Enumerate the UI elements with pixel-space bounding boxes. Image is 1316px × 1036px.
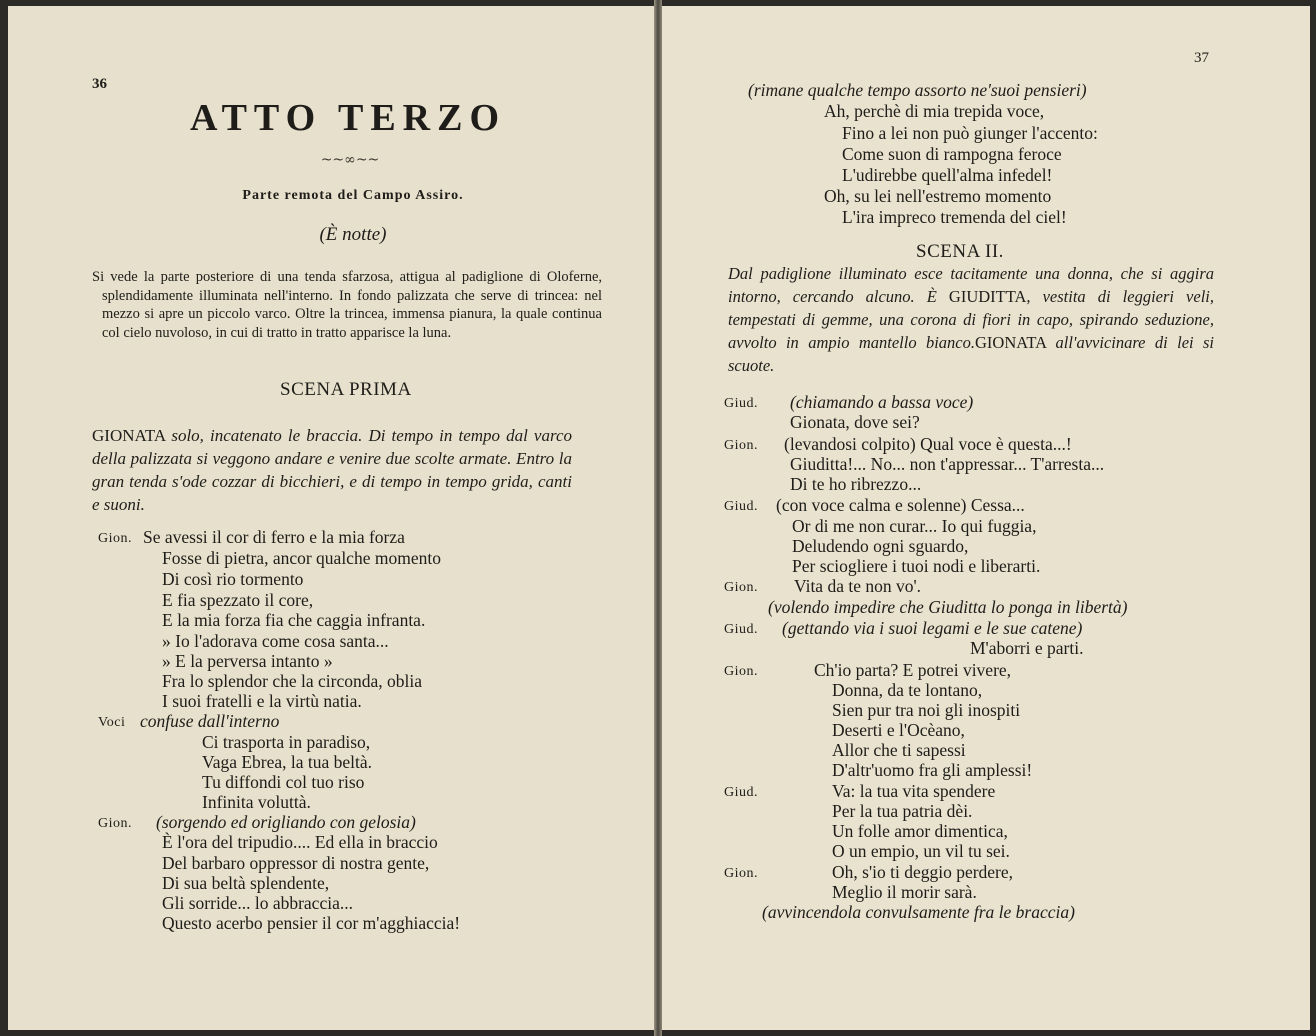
stage-note: (chiamando a bassa voce): [790, 392, 974, 412]
stage-direction-text: solo, incatenato le braccia. Di tempo in tempo dal varco della palizzata si veggono andare e venire due scolte armate. Entro la gran tenda s'ode cozzar di bicchieri, e di tempo in tempo grida, canti e suoni.: [92, 426, 572, 514]
speaker-label: Gion.: [724, 580, 758, 595]
speaker-label: Gion.: [98, 816, 132, 831]
verse-line: Meglio il morir sarà.: [832, 882, 977, 902]
verse-line: È l'ora del tripudio.... Ed ella in braccio: [162, 832, 438, 852]
speaker-label: Giud.: [724, 499, 758, 514]
verse-line: L'ira impreco tremenda del ciel!: [842, 207, 1067, 227]
verse-line: Fino a lei non può giunger l'accento:: [842, 123, 1098, 143]
scene-heading: SCENA PRIMA: [280, 379, 412, 400]
act-title: ATTO TERZO: [189, 97, 507, 139]
verse-line: Gionata, dove sei?: [790, 412, 920, 432]
verse-line: Di sua beltà splendente,: [162, 873, 330, 893]
verse-line: (levandosi colpito) Qual voce è questa...!: [784, 434, 1072, 454]
time-note: (È notte): [319, 224, 387, 245]
verse-line: Fosse di pietra, ancor qualche momento: [162, 548, 441, 568]
verse-line: Allor che ti sapessi: [832, 740, 966, 760]
verse-line: Vaga Ebrea, la tua beltà.: [202, 752, 373, 772]
scene-location: Parte remota del Campo Assiro.: [242, 188, 464, 203]
verse-line: M'aborri e parti.: [970, 638, 1084, 658]
stage-direction-text: , vestita di leggieri veli, tempestati di gemme, una corona di fiori in capo, spirando seduzione, avvolto in ampio mantello bianco.: [728, 287, 1214, 352]
verse-line: Donna, da te lontano,: [832, 680, 983, 700]
verse-line: Oh, su lei nell'estremo momento: [824, 186, 1052, 206]
character-name: GIONATA: [92, 426, 166, 445]
verse-line: Come suon di rampogna feroce: [842, 144, 1062, 164]
speaker-label: Gion.: [98, 531, 132, 546]
verse-line: Giuditta!... No... non t'appressar... T'arresta...: [790, 454, 1105, 474]
character-name: GIUDITTA: [948, 287, 1027, 306]
speaker-label: Gion.: [724, 438, 758, 453]
verse-line: O un empio, un vil tu sei.: [832, 841, 1010, 861]
verse-line: Un folle amor dimentica,: [832, 821, 1008, 841]
page-number: 36: [92, 76, 107, 92]
speaker-label: Giud.: [724, 622, 758, 637]
verse-line: » Io l'adorava come cosa santa...: [162, 631, 389, 651]
verse-line: Di così rio tormento: [162, 569, 304, 589]
right-page: [662, 6, 1310, 1030]
stage-note: (volendo impedire che Giuditta lo ponga in libertà): [768, 597, 1128, 617]
stage-note: (gettando via i suoi legami e le sue catene): [782, 618, 1083, 638]
verse-line: I suoi fratelli e la virtù natia.: [162, 691, 362, 711]
verse-line: Ah, perchè di mia trepida voce,: [824, 101, 1045, 121]
verse-line: (con voce calma e solenne) Cessa...: [776, 495, 1025, 515]
verse-line: D'altr'uomo fra gli amplessi!: [832, 760, 1033, 780]
verse-line: L'udirebbe quell'alma infedel!: [842, 165, 1053, 185]
scene-heading: SCENA II.: [916, 241, 1004, 262]
verse-line: Ch'io parta? E potrei vivere,: [814, 660, 1012, 680]
verse-line: Se avessi il cor di ferro e la mia forza: [143, 527, 405, 547]
verse-line: Sien pur tra noi gli inospiti: [832, 700, 1021, 720]
stage-direction: [728, 262, 1214, 377]
verse-line: Infinita voluttà.: [202, 792, 311, 812]
stage-direction-text: Dal padiglione illuminato esce tacitamente una donna, che si aggira intorno, cercando alcuno. È: [728, 264, 1214, 306]
page-number: 37: [1194, 50, 1209, 66]
verse-line: Ci trasporta in paradiso,: [202, 732, 371, 752]
character-name: GIONATA: [975, 333, 1047, 352]
verse-line: Di te ho ribrezzo...: [790, 474, 922, 494]
book-gutter: [654, 0, 662, 1036]
speaker-label: Gion.: [724, 866, 758, 881]
stage-note: (rimane qualche tempo assorto ne'suoi pensieri): [748, 80, 1087, 100]
verse-line: E la mia forza fia che caggia infranta.: [162, 610, 426, 630]
verse-line: Del barbaro oppressor di nostra gente,: [162, 853, 430, 873]
speaker-label: Voci: [98, 715, 126, 730]
stage-direction: [92, 424, 572, 516]
stage-direction-text: all'avvicinare di lei si scuote.: [728, 333, 1214, 375]
verse-line: Gli sorride... lo abbraccia...: [162, 893, 353, 913]
verse-line: Tu diffondi col tuo riso: [202, 772, 365, 792]
verse-line: Vita da te non vo'.: [794, 576, 922, 596]
verse-line: Per sciogliere i tuoi nodi e liberarti.: [792, 556, 1041, 576]
stage-note: (avvincendola convulsamente fra le braccia): [762, 902, 1075, 922]
speaker-label: Giud.: [724, 785, 758, 800]
stage-note: confuse dall'interno: [140, 711, 280, 731]
verse-line: Or di me non curar... Io qui fuggia,: [792, 516, 1037, 536]
speaker-label: Giud.: [724, 396, 758, 411]
speaker-label: Gion.: [724, 664, 758, 679]
verse-line: Questo acerbo pensier il cor m'agghiaccia!: [162, 913, 461, 933]
setting-description: Si vede la parte posteriore di una tenda sfarzosa, attigua al padiglione di Oloferne, splendidamente illuminata nell'interno. In fondo palizzata che serve di trincea: nel mezzo si apre un piccolo varco. Oltre la trincea, immensa pianura, la quale continua col cielo nuvoloso, in cui di tratto in tratto apparisce la luna.: [92, 269, 602, 341]
verse-line: E fia spezzato il core,: [162, 590, 314, 610]
verse-line: Fra lo splendor che la circonda, oblia: [162, 671, 422, 691]
verse-line: Deserti e l'Ocèano,: [832, 720, 965, 740]
verse-line: Oh, s'io ti deggio perdere,: [832, 862, 1014, 882]
stage-note: (sorgendo ed origliando con gelosia): [156, 812, 416, 832]
verse-line: Deludendo ogni sguardo,: [792, 536, 969, 556]
left-page: [8, 6, 654, 1030]
verse-line: Per la tua patria dèi.: [832, 801, 973, 821]
verse-line: Va: la tua vita spendere: [832, 781, 996, 801]
ornament-divider: ~~∞~~: [320, 152, 380, 168]
verse-line: » E la perversa intanto »: [162, 651, 333, 671]
